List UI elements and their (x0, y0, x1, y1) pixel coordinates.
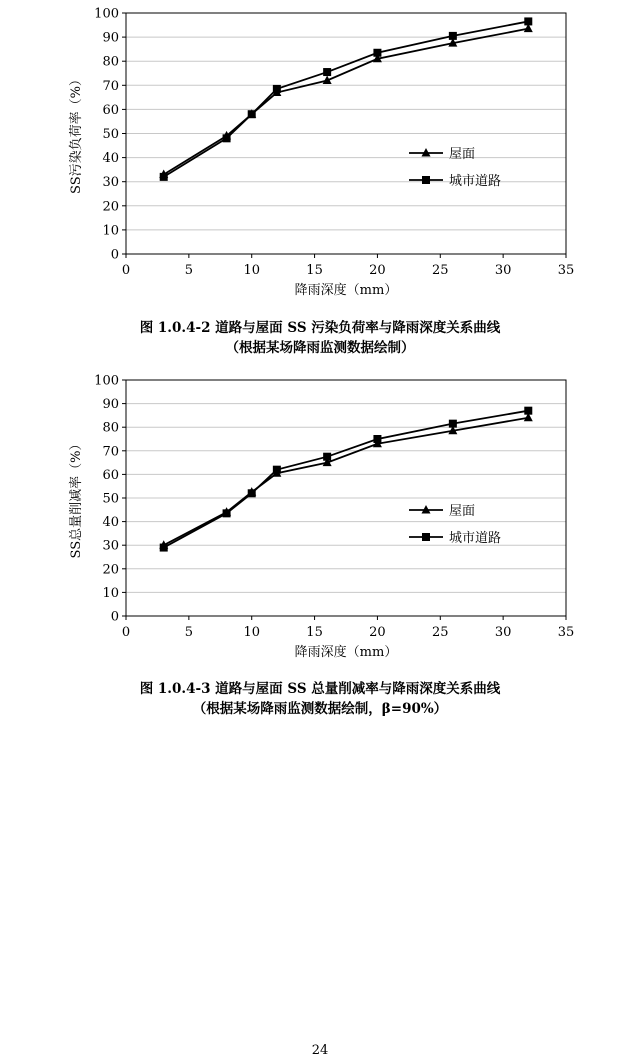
chart-1-series-1-point (449, 32, 457, 40)
figure-caption-2 (0, 679, 640, 719)
chart-2-y-tick-label: 0 (110, 609, 119, 625)
chart-1-x-tick-label: 10 (243, 263, 260, 278)
chart-1-x-tick-label: 25 (432, 263, 449, 278)
chart-1-y-tick-label: 70 (102, 78, 119, 94)
chart-1-y-tick-label: 0 (110, 247, 119, 263)
chart-2-series-1-point (373, 435, 381, 443)
chart-1-y-tick-label: 20 (102, 199, 119, 215)
chart-1-series-1-point (273, 85, 281, 93)
chart-2-x-tick-label: 0 (121, 625, 131, 640)
chart-2-y-tick-label: 40 (102, 515, 119, 531)
chart-2-x-tick-label: 30 (494, 625, 512, 640)
chart-1-legend-label-0: 屋面 (449, 147, 476, 162)
chart-2-x-axis-title: 降雨深度（mm） (294, 645, 398, 660)
chart-1-x-tick-label: 20 (369, 263, 386, 278)
chart-1-y-tick-label: 40 (102, 151, 119, 167)
chart-reduction-rate (0, 362, 640, 667)
chart-1-series-1-point (223, 134, 231, 142)
chart-2-x-tick-label: 25 (432, 625, 449, 640)
chart-2-x-tick-label: 20 (369, 625, 386, 640)
chart-2-series-1-point (160, 544, 168, 552)
chart-1-y-tick-label: 80 (102, 54, 119, 70)
chart-2-y-tick-label: 30 (102, 538, 119, 554)
chart-1-y-tick-label: 30 (102, 175, 119, 191)
chart-2-x-tick-label: 15 (306, 625, 323, 640)
chart-1-series-1-point (524, 17, 532, 25)
chart-load-rate (0, 0, 640, 305)
chart-1-series-1-point (160, 173, 168, 181)
chart-2-series-1-point (248, 489, 256, 497)
chart-2-y-tick-label: 20 (102, 562, 119, 578)
chart-2-y-tick-label: 10 (102, 585, 119, 601)
chart-1-series-1-point (248, 110, 256, 118)
chart-1-y-axis-title: SS污染负荷率（%） (69, 73, 84, 194)
chart-2-y-tick-label: 90 (102, 397, 119, 413)
chart-2-x-tick-label: 10 (243, 625, 260, 640)
chart-2-y-tick-label: 70 (102, 444, 119, 460)
chart-1-x-tick-label: 35 (557, 263, 575, 278)
chart-1-series-1-point (373, 49, 381, 57)
chart-reduction-rate-svg (0, 362, 640, 667)
chart-1-x-tick-label: 30 (494, 263, 512, 278)
chart-2-series-1-point (223, 509, 231, 517)
chart-2-series-1-point (449, 420, 457, 428)
chart-2-y-axis-title: SS总量削减率（%） (69, 437, 84, 559)
chart-2-x-tick-label: 35 (557, 625, 575, 640)
chart-2-y-tick-label: 80 (102, 420, 119, 436)
chart-2-y-tick-label: 100 (94, 373, 119, 389)
chart-2-series-1-point (323, 453, 331, 461)
chart-2-series-0-line (164, 418, 529, 545)
chart-2-series-1-line (164, 411, 529, 548)
chart-2-legend-label-1: 城市道路 (449, 531, 502, 546)
page-number: 24 (311, 1043, 329, 1058)
chart-2-series-1-point (524, 407, 532, 415)
figure-caption-2-line1: 图 1.0.4-3 道路与屋面 SS 总量削减率与降雨深度关系曲线 (139, 681, 501, 697)
chart-1-x-tick-label: 0 (121, 263, 131, 278)
chart-load-rate-svg (0, 0, 640, 305)
figure-caption-1-line2: （根据某场降雨监测数据绘制） (225, 340, 415, 356)
chart-1-x-tick-label: 5 (184, 263, 193, 278)
chart-1-x-axis-title: 降雨深度（mm） (294, 283, 398, 298)
chart-2-y-tick-label: 60 (102, 467, 119, 483)
figure-caption-1 (0, 318, 640, 358)
chart-1-series-1-point (323, 68, 331, 76)
chart-2-y-tick-label: 50 (102, 491, 119, 507)
chart-1-y-tick-label: 100 (94, 6, 119, 22)
chart-2-series-1-point (273, 466, 281, 474)
chart-1-y-tick-label: 90 (102, 30, 119, 46)
chart-1-legend-label-1: 城市道路 (449, 174, 502, 189)
chart-1-y-tick-label: 50 (102, 127, 119, 142)
chart-1-legend-marker-1 (422, 176, 430, 184)
chart-1-x-tick-label: 15 (306, 263, 323, 278)
figure-caption-2-line2: （根据某场降雨监测数据绘制，β=90%） (192, 701, 448, 717)
chart-1-y-tick-label: 60 (102, 102, 119, 118)
chart-2-x-tick-label: 5 (184, 625, 193, 640)
chart-2-legend-marker-1 (422, 533, 430, 541)
figure-caption-1-line1: 图 1.0.4-2 道路与屋面 SS 污染负荷率与降雨深度关系曲线 (139, 320, 501, 336)
chart-1-y-tick-label: 10 (102, 223, 119, 239)
chart-2-legend-label-0: 屋面 (449, 504, 476, 519)
